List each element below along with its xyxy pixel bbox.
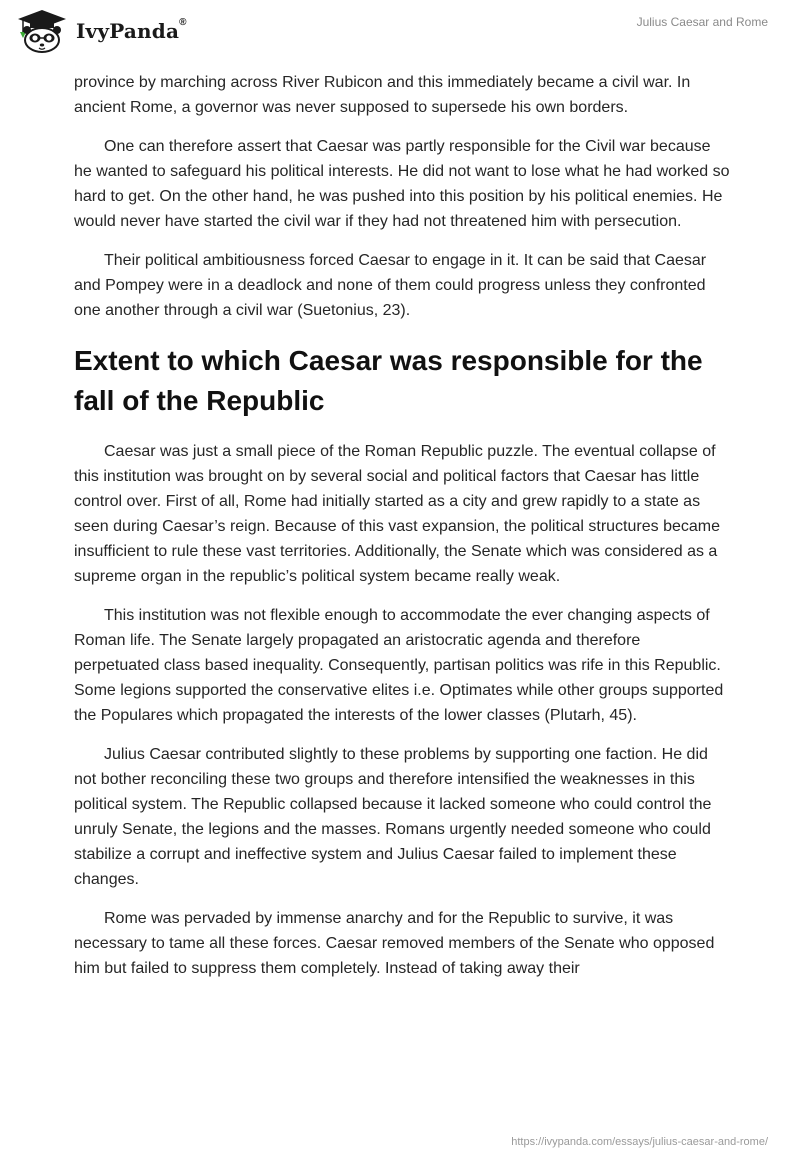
paragraph: Rome was pervaded by immense anarchy and for the Republic to survive, it was necessary to tame all these forces. Caesar removed members of the Senate who opposed him but failed to suppress them completely. Instead of taking away their: [74, 910, 715, 977]
paragraph: One can therefore assert that Caesar was partly responsible for the Civil war because he wanted to safeguard his political interests. He did not want to lose what he had worked so hard to get. On the other hand, he was pushed into this position by his political enemies. He would never have started the civil war if they had not threatened him with persecution.: [74, 138, 730, 230]
panda-mascot-icon: [14, 8, 70, 54]
section-heading: Extent to which Caesar was responsible for the fall of the Republic: [74, 345, 703, 416]
page-header: [0, 0, 800, 64]
logo-wordmark: [76, 19, 187, 43]
paragraph: province by marching across River Rubicon and this immediately became a civil war. In ancient Rome, a governor was never supposed to supersede his own borders.: [74, 74, 691, 116]
document-title: Julius Caesar and Rome: [636, 15, 768, 29]
source-url[interactable]: https://ivypanda.com/essays/julius-caesar-and-rome/: [511, 1136, 768, 1148]
paragraph: Their political ambitiousness forced Caesar to engage in it. It can be said that Caesar and Pompey were in a deadlock and none of them could progress unless they confronted one another through a civil war (Suetonius, 23).: [74, 252, 707, 319]
paragraph: Caesar was just a small piece of the Roman Republic puzzle. The eventual collapse of this institution was brought on by several social and political factors that Caesar has little control over. First of all, Rome had initially started as a city and grew rapidly to a state as seen during Caesar’s reign. Because of this vast expansion, the political structures became insufficient to rule these vast territories. Additionally, the Senate which was considered as a supreme organ in the republic’s political system became really weak.: [74, 443, 720, 585]
paragraph: This institution was not flexible enough to accommodate the ever changing aspects of Roman life. The Senate largely propagated an aristocratic agenda and therefore perpetuated class based inequality. Consequently, partisan politics was rife in this Republic. Some legions supported the conservative elites i.e. Optimates while other groups supported the Populares which propagated the interests of the lower classes (Plutarh, 45).: [74, 607, 724, 724]
ivypanda-logo[interactable]: [14, 8, 187, 54]
essay-content: [74, 70, 730, 995]
registered-mark: ®: [179, 17, 187, 28]
paragraph: Julius Caesar contributed slightly to these problems by supporting one faction. He did not bother reconciling these two groups and therefore intensified the weaknesses in this political system. The Republic collapsed because it lacked someone who could control the unruly Senate, the legions and the masses. Romans urgently needed someone who could stabilize a corrupt and ineffective system and Julius Caesar failed to implement these changes.: [74, 746, 712, 888]
logo-text: IvyPanda: [76, 19, 180, 43]
